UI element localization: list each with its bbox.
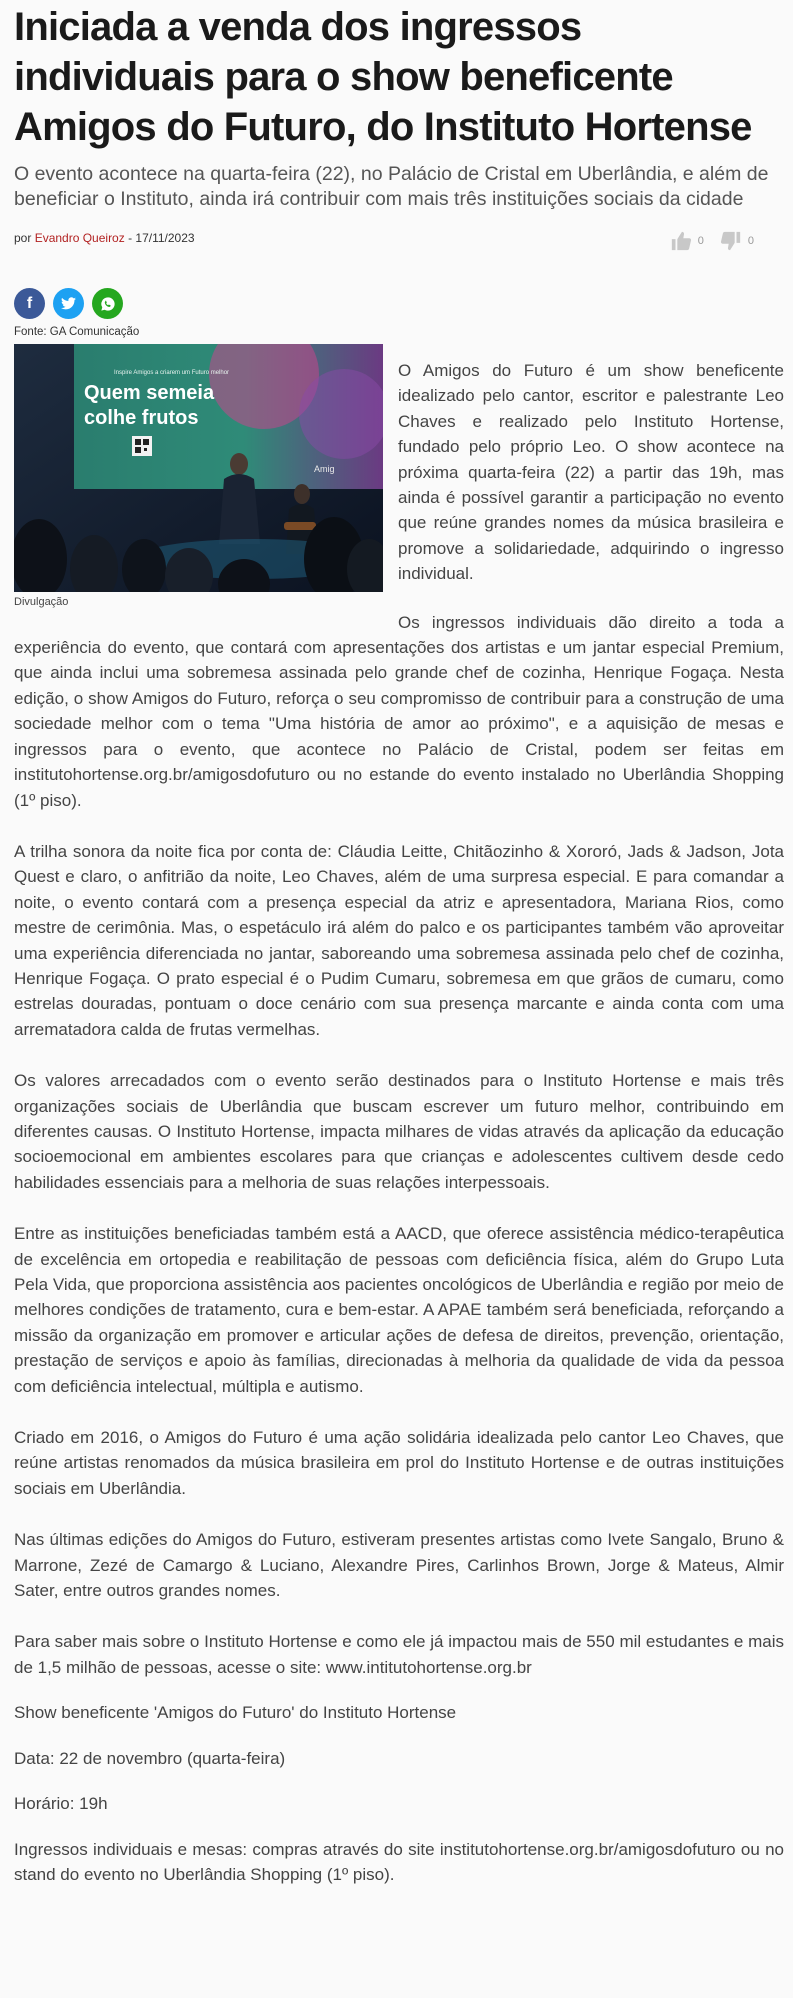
article-subtitle: O evento acontece na quarta-feira (22), no Palácio de Cristal em Uberlândia, e além de beneficiar o Instituto, ainda irá contribuir com mais três instituições sociais da cidade: [14, 163, 769, 210]
photo-caption: Divulgação: [14, 596, 69, 608]
screen-logo-text: Amig: [314, 464, 335, 474]
screen-tagline: Inspire Amigos a criarem um Futuro melhor: [114, 370, 230, 376]
whatsapp-share-button[interactable]: [92, 288, 123, 319]
meta-row: [14, 230, 784, 260]
screen-headline-1: Quem semeia: [84, 382, 215, 404]
paragraph: Nas últimas edições do Amigos do Futuro, estiveram presentes artistas como Ivete Sangalo, Bruno & Marrone, Zezé de Camargo & Luciano, Alexandre Pires, Carlinhos Brown, Jorge & Mateus, Almir Sater, entre outros grandes nomes.: [14, 1530, 784, 1601]
screen-headline-2: colhe frutos: [84, 407, 199, 429]
thumbs-down-icon[interactable]: [720, 230, 742, 252]
vote-widget: [670, 230, 754, 252]
paragraph: A trilha sonora da noite fica por conta de: Cláudia Leitte, Chitãozinho & Xororó, Jads & Jadson, Jota Quest e claro, o anfitrião da noite, Leo Chaves, além de uma surpresa especial. E para comandar a noite, o evento contará com a presença especial da atriz e apresentadora, Mariana Rios, como mestre de cerimônia. Mas, o espetáculo irá além do palco e os participantes também vão aproveitar uma experiência diferenciada no jantar, saboreando uma sobremesa assinada pelo chef de cozinha, Henrique Fogaça. O prato especial é o Pudim Cumaru, sobremesa em que grãos de cumaru, como estrelas douradas, pontuam o doce cenário com sua presença marcante e ainda conta com uma arrematadora calda de frutas vermelhas.: [14, 841, 784, 1039]
photo-float-spacer: [14, 358, 398, 626]
article-title: Iniciada a venda dos ingressos individuais para o show beneficente Amigos do Futuro, do Instituto Hortense: [14, 5, 752, 149]
paragraph: Os valores arrecadados com o evento serão destinados para o Instituto Hortense e mais três organizações sociais de Uberlândia que buscam escrever um futuro melhor, contribuindo em diferentes causas. O Instituto Hortense, impacta milhares de vidas através da aplicação da educação socioemocional em ambientes escolares para que crianças e adolescentes cultivem desde cedo habilidades essenciais para a melhoria de suas relações interpessoais.: [14, 1071, 784, 1192]
photo-source: Fonte: GA Comunicação: [14, 326, 140, 338]
share-buttons: [14, 288, 123, 319]
facebook-icon: f: [26, 294, 33, 312]
paragraph: Para saber mais sobre o Instituto Hortense e como ele já impactou mais de 550 mil estudantes e mais de 1,5 milhão de pessoas, acesse o site: www.intitutohortense.org.br: [14, 1632, 784, 1677]
thumbs-up-icon[interactable]: [670, 230, 692, 252]
author-link[interactable]: Evandro Queiroz: [34, 231, 125, 245]
paragraph: Os ingressos individuais dão direito a toda a experiência do evento, que contará com apresentações dos artistas e um jantar especial Premium, que ainda inclui uma sobremesa assinada pelo grande chef de cozinha, Henrique Fogaça. Nesta edição, o show Amigos do Futuro, reforça o seu compromisso de contribuir para a construção de uma sociedade melhor com o tema "Uma história de amor ao próximo", e a aquisição de mesas e ingressos para o evento, que acontece no Palácio de Cristal, podem ser feitas em institutohortense.org.br/amigosdofuturo ou no estande do evento instalado no Uberlândia Shopping (1º piso).: [14, 612, 784, 810]
twitter-icon: [61, 297, 76, 310]
article: [14, 0, 784, 1884]
byline-prefix: por: [14, 231, 35, 245]
event-date: Data: 22 de novembro (quarta-feira): [14, 1748, 286, 1768]
paragraph: O Amigos do Futuro é um show beneficente idealizado pelo cantor, escritor e palestrante Leo Chaves e realizado pelo Instituto Hortense, fundado pelo próprio Leo. O show acontece na próxima quarta-feira (22) a partir das 19h, mas ainda é possível garantir a participação no evento que reúne grandes nomes da música brasileira e promove a solidariedade, adquirindo o ingresso individual.: [398, 361, 784, 584]
paragraph: Criado em 2016, o Amigos do Futuro é uma ação solidária idealizada pelo cantor Leo Chaves, que reúne artistas renomados da música brasileira em prol do Instituto Hortense e de outras instituições sociais em Uberlândia.: [14, 1428, 784, 1498]
whatsapp-icon: [100, 296, 116, 312]
likes-count: 0: [697, 235, 704, 247]
event-tickets: Ingressos individuais e mesas: compras através do site institutohortense.org.br/amigosdofuturo ou no stand do evento no Uberlândia Shopping (1º piso).: [14, 1839, 784, 1884]
publish-date: - 17/11/2023: [124, 231, 195, 245]
event-name: Show beneficente 'Amigos do Futuro' do Instituto Hortense: [14, 1703, 457, 1723]
paragraph: Entre as instituições beneficiadas também está a AACD, que oferece assistência médico-terapêutica de excelência em ortopedia e reabilitação de pessoas com deficiência física, além do Grupo Luta Pela Vida, que proporciona assistência aos pacientes oncológicos de Uberlândia e região por meio de melhores condições de tratamento, cura e bem-estar. A APAE também será beneficiada, reforçando a missão da organização em promover e articular ações de defesa de direitos, prevenção, orientação, prestação de serviços e apoio às famílias, direcionadas à melhoria da qualidade de vida da pessoa com deficiência intelectual, múltipla e autismo.: [14, 1224, 784, 1396]
twitter-share-button[interactable]: [53, 288, 84, 319]
facebook-share-button[interactable]: [14, 288, 45, 319]
article-body: [14, 358, 784, 1910]
dislikes-count: 0: [747, 235, 754, 247]
event-time: Horário: 19h: [14, 1794, 108, 1814]
byline: [14, 230, 784, 246]
